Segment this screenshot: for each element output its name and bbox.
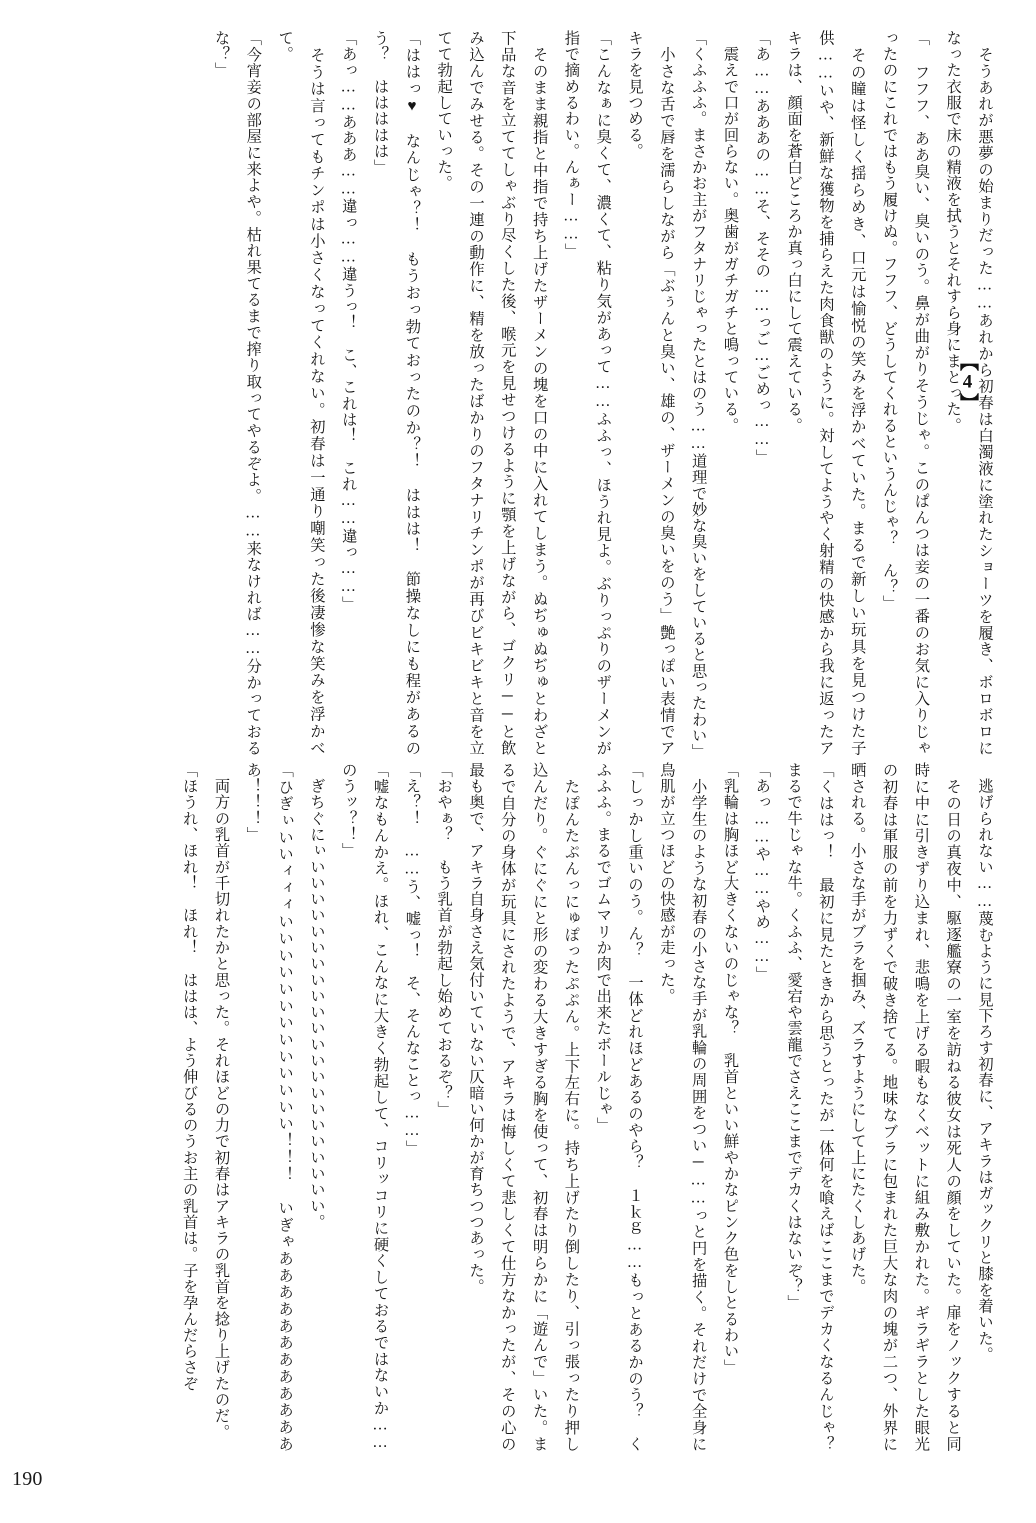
text-block-bottom (32, 762, 1000, 1469)
paragraph: 「こんなぁに臭くて、濃くて、粘り気があって……ふふっ、ほうれ見よ。ぶりっぷりのザーメンが指で摘めるわい。んぁー……」 (562, 30, 612, 756)
paragraph: そうあれが悪夢の始まりだった……あれから初春は白濁液に塗れたショーツを履き、ボロボロになった衣服で床の精液を拭うとそれすら身にまとった。 (944, 30, 993, 756)
paragraph: 「今宵妾の部屋に来よや。枯れ果てるまで搾り取ってやるぞよ。……来なければ……分かっておるな？」 (212, 30, 262, 756)
paragraph: 「ははっ♥ なんじゃ？！ もうおっ勃ておったのか？！ ははは！ 節操なしにも程があるのう？ ははははは」 (371, 30, 421, 756)
paragraph: 震えで口が回らない。奥歯がガチガチと鳴っている。 (721, 30, 739, 434)
paragraph: その瞳は怪しく揺らめき、口元は愉悦の笑みを浮かべていた。まるで新しい玩具を見つけた子供……いや、新鮮な獲物を捕らえた肉食獣のように。対してようやく射精の快感から我に返ったアキラは、顔面を蒼白どころか真っ白にして震えている。 (785, 30, 866, 756)
paragraph: 「 フフフ、ああ臭い、臭いのう。鼻が曲がりそうじゃ。このぱんつは妾の一番のお気に入りじゃったのにこれではもう履けぬ。フフフ、どうしてくれるというんじゃ？ ん？」 (880, 30, 930, 756)
paragraph: 小さな舌で唇を濡らしながら「ぶぅんと臭い、雄の、ザーメンの臭いをのう」艶っぽい表情でアキラを見つめる。 (626, 30, 675, 756)
page-number: 190 (12, 1468, 43, 1490)
paragraph: 「ほうれ、ほれ！ ほれ！ ははは、よう伸びるのうお主の乳首は。子を孕んだらさぞ (180, 762, 198, 1392)
paragraph: 両方の乳首が千切れたかと思った。それほどの力で初春はアキラの乳首を捻り上げたのだ。 (212, 762, 230, 1440)
chapter-marker: 【4】 (957, 352, 978, 413)
paragraph: 小学生のような初春の小さな手が乳輪の周囲をつい─……っと円を描く。それだけで全身に鳥肌が立つほどの快感が走った。 (657, 762, 707, 1452)
paragraph: 「ひぎぃいいィィィいいいいいいいいいいいいい！！！ いぎゃあああああああああああああ！！！」 (244, 762, 294, 1452)
paragraph: 「あっ……や……やめ……」 (753, 762, 771, 983)
paragraph: 「あっ……あああ……違っ……違うっ！ こ、これは！ これ……違っ……」 (339, 30, 357, 612)
paragraph: 「あ……あああの……そ、そその……っご…ごめっ……」 (753, 30, 771, 465)
paragraph: ぎちぐにぃいいいいいいいいいいいいいいいいいいいいいい。 (307, 762, 325, 1231)
paragraph: その日の真夜中、駆逐艦寮の一室を訪ねる彼女は死人の顔をしていた。扉をノックすると同時に中に引きずり込まれ、悲鳴を上げる暇もなくベットに組み敷かれた。ギラギラとした眼光の初春は軍服の前を力ずくで破き捨てる。地味なブラに包まれた巨大な肉の塊が二つ、外界に晒される。小さな手がブラを掴み、ズラすようにして上にたくしあげた。 (848, 762, 962, 1452)
text-block-top (60, 30, 1000, 760)
paragraph: 「嘘なもんかえ。ほれ、こんなに大きく勃起して、コリッコリに硬くしておるではないか……のうッ？！」 (339, 762, 389, 1452)
paragraph: 「くははっ！ 最初に見たときから思うとったが一体何を喰えばここまでデカくなるんじゃ？ まるで牛じゃな牛。くふふ、愛宕や雲龍でさえここまでデカくはないぞ？」 (785, 762, 834, 1469)
paragraph: 「乳輪は胸ほど大きくないのじゃな？ 乳首といい鮮やかなピンク色をしとるわい」 (721, 762, 739, 1376)
paragraph: 「しっかし重いのう。ん？ 一体どれほどあるのやら？ １ｋｇ……もっとあるかのう？ くふふふ。まるでゴムマリか肉で出来たボールじゃ」 (594, 762, 644, 1452)
paragraph: 逃げられない……蔑むように見下ろす初春に、アキラはガックリと膝を着いた。 (976, 762, 993, 1363)
paragraph: 「え？！ ……う、嘘っ！ そ、そんなことっ……」 (403, 762, 421, 1157)
paragraph: そのまま親指と中指で持ち上げたザーメンの塊を口の中に入れてしまう。ぬぢゅぬぢゅとわざと下品な音を立ててしゃぶり尽くした後、喉元を見せつけるように顎を上げながら、ゴクリ──と飲み込んでみせる。その一連の動作に、精を放ったばかりのフタナリチンポが再びビキビキと音を立てて勃起していった。 (435, 30, 548, 756)
paragraph: 「おやぁ？ もう乳首が勃起し始めておるぞ？」 (435, 762, 453, 1118)
paragraph: そうは言ってもチンポは小さくなってくれない。初春は一通り嘲笑った後凄惨な笑みを浮かべて。 (276, 30, 325, 756)
paragraph: 「くふふふ。まさかお主がフタナリじゃったとはのう……道理で妙な臭いをしていると思ったわい」 (689, 30, 707, 760)
paragraph: たぽんたぷんっにゅぽったぷぷん。上下左右に。持ち上げたり倒したり、引っ張ったり押し込んだり。ぐにぐにと形の変わる大きすぎる胸を使って、初春は明らかに「遊んで」いた。まるで自分の身体が玩具にされたようで、アキラは悔しくて悲しくて仕方なかったが、その心の最も奥で、アキラ自身さえ気付いていない仄暗い何かが育ちつつあった。 (467, 762, 580, 1452)
